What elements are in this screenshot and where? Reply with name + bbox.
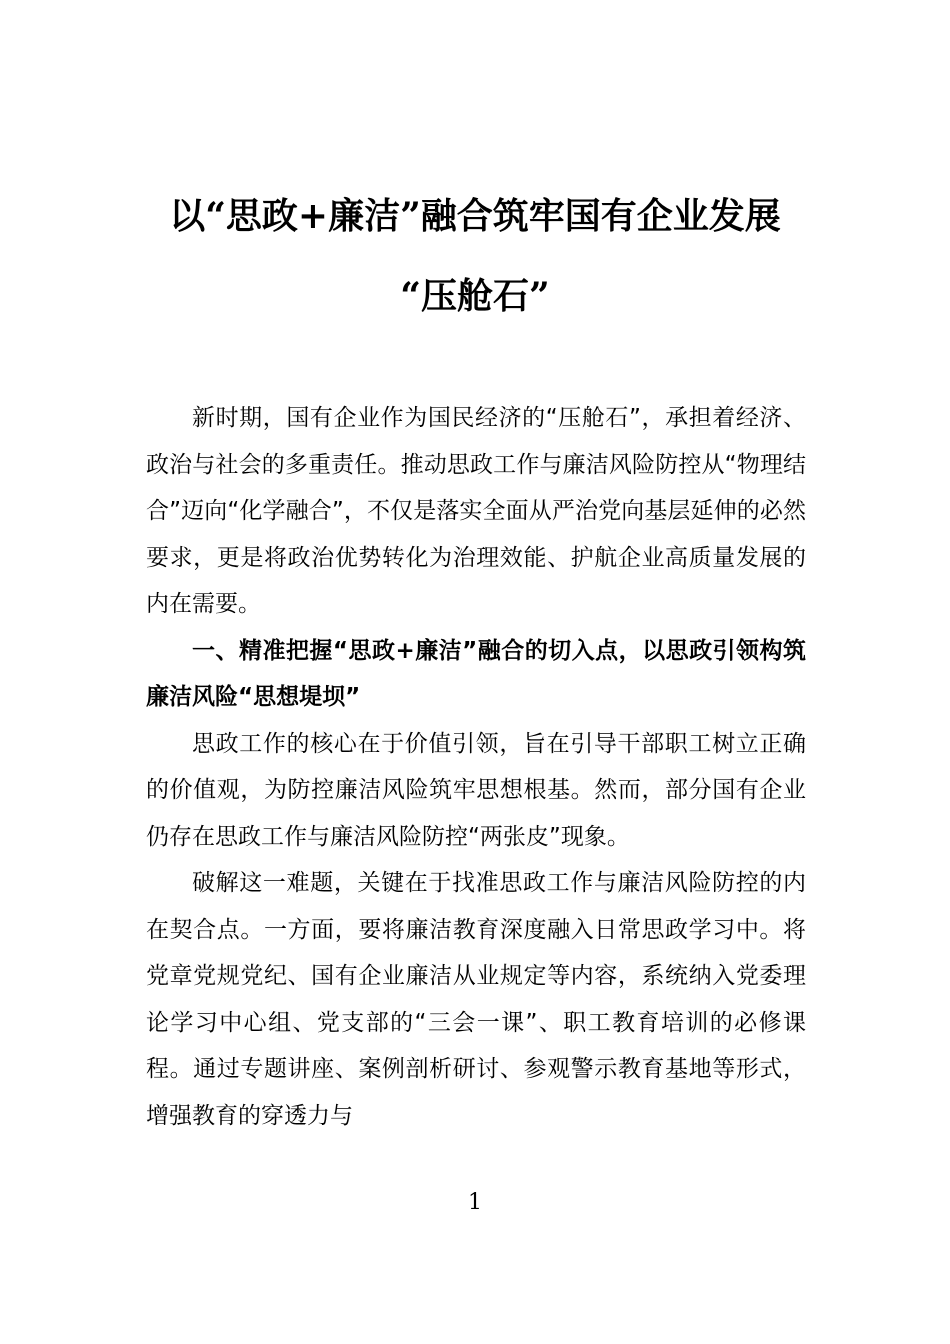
section-heading-1: 一、精准把握“思政+廉洁”融合的切入点，以思政引领构筑廉洁风险“思想堤坝” — [146, 637, 806, 710]
title-line-2: “压舱石” — [400, 275, 550, 317]
paragraph-section1-2: 破解这一难题，关键在于找准思政工作与廉洁风险防控的内在契合点。一方面，要将廉洁教育深度融入日常思政学习中。将党章党规党纪、国有企业廉洁从业规定等内容，系统纳入党委理论学习中心组、党支部的“三会一课”、职工教育培训的必修课程。通过专题讲座、案例剖析研讨、参观警示教育基地等形式，增强教育的穿透力与 — [146, 870, 806, 1129]
title-line-1: 以“思政+廉洁”融合筑牢国有企业发展 — [169, 195, 781, 237]
paragraph-intro: 新时期，国有企业作为国民经济的“压舱石”，承担着经济、政治与社会的多重责任。推动思政工作与廉洁风险防控从“物理结合”迈向“化学融合”，不仅是落实全面从严治党向基层延伸的必然要求，更是将政治优势转化为治理效能、护航企业高质量发展的内在需要。 — [146, 405, 806, 617]
document-title — [100, 176, 850, 336]
document-body — [146, 395, 806, 1139]
paragraph-section1-1: 思政工作的核心在于价值引领，旨在引导干部职工树立正确的价值观，为防控廉洁风险筑牢思想根基。然而，部分国有企业仍存在思政工作与廉洁风险防控“两张皮”现象。 — [146, 730, 806, 850]
page-number: 1 — [468, 1190, 482, 1215]
